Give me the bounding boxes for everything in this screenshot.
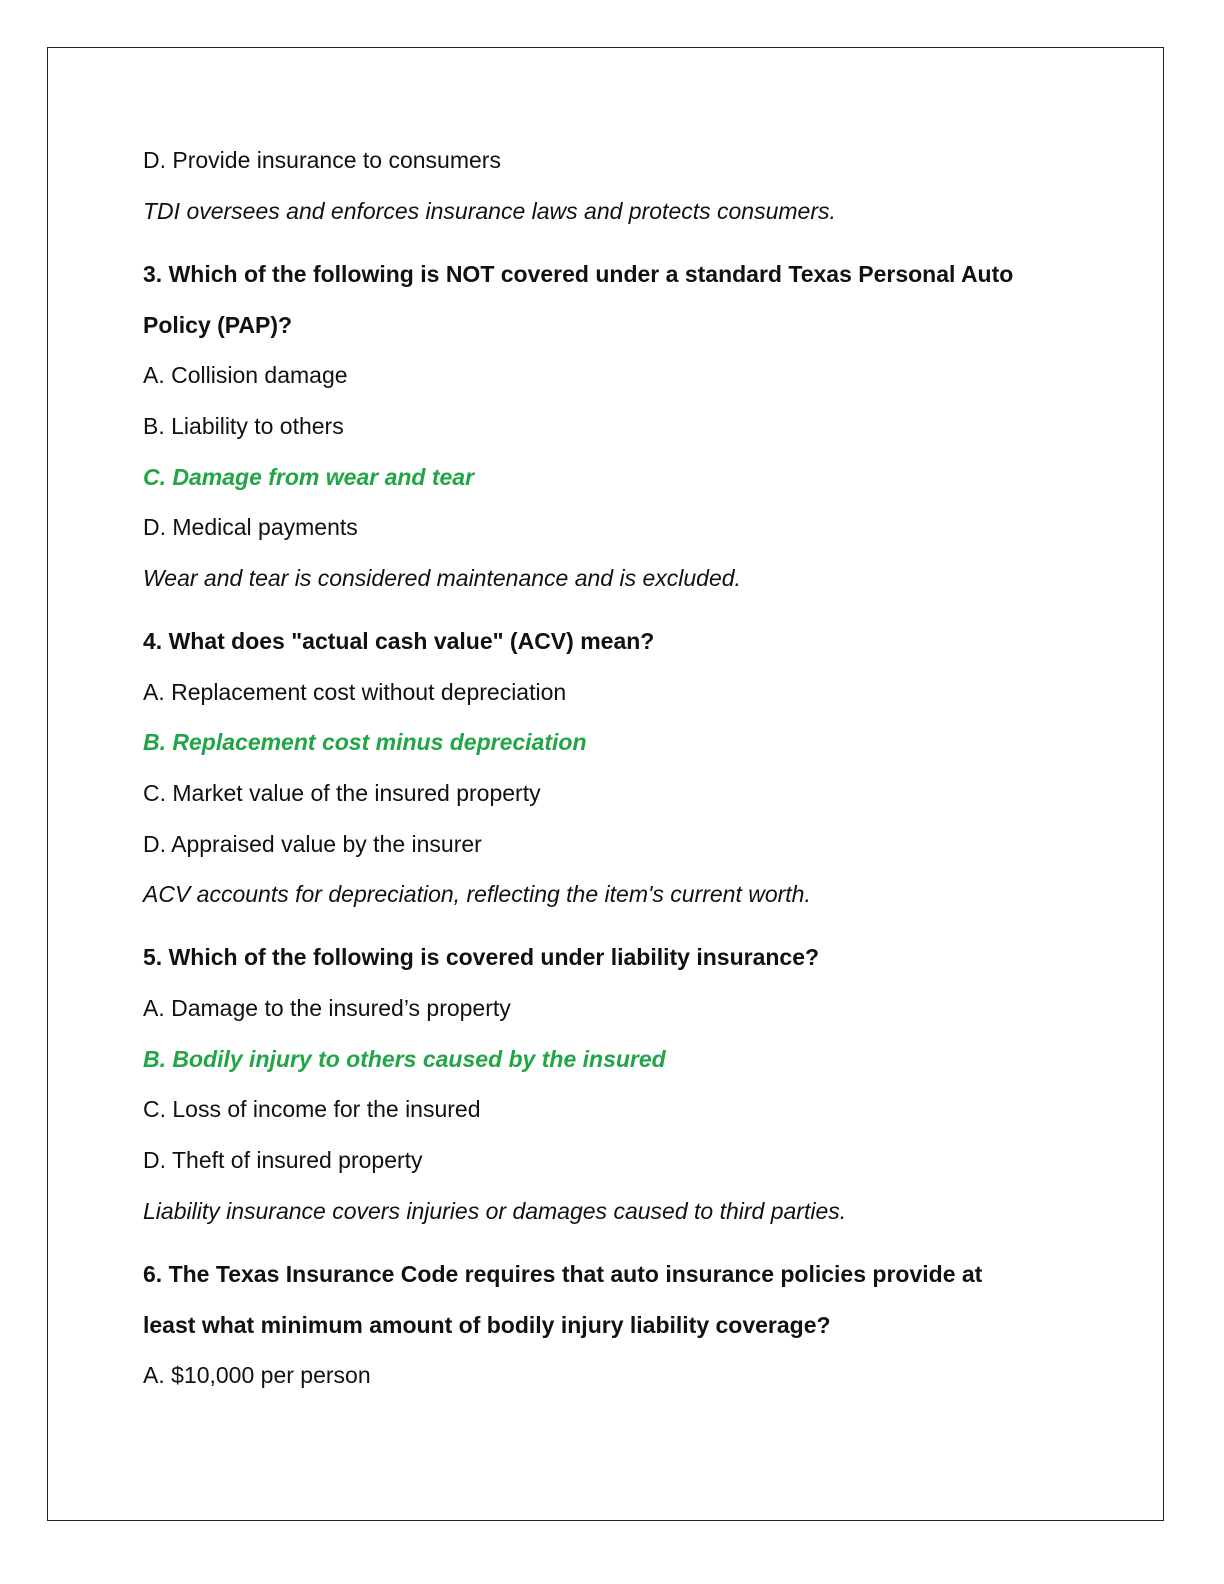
- q2-explanation: TDI oversees and enforces insurance laws and protects consumers.: [143, 198, 836, 224]
- q4-explanation: ACV accounts for depreciation, reflecting the item's current worth.: [143, 881, 811, 907]
- q4-question: 4. What does "actual cash value" (ACV) mean?: [143, 628, 655, 654]
- q5-option-d: D. Theft of insured property: [143, 1147, 423, 1173]
- q6-option-a: A. $10,000 per person: [143, 1362, 371, 1388]
- q3-option-d: D. Medical payments: [143, 514, 358, 540]
- q3-option-a: A. Collision damage: [143, 362, 348, 388]
- q5-option-b-correct: B. Bodily injury to others caused by the insured: [143, 1046, 666, 1072]
- q3-question-line2: Policy (PAP)?: [143, 312, 293, 338]
- q3-option-b: B. Liability to others: [143, 413, 344, 439]
- q3-question-line1: 3. Which of the following is NOT covered under a standard Texas Personal Auto: [143, 261, 1014, 287]
- q6-question-line2: least what minimum amount of bodily injury liability coverage?: [143, 1312, 831, 1338]
- q5-question: 5. Which of the following is covered under liability insurance?: [143, 944, 820, 970]
- q5-option-a: A. Damage to the insured’s property: [143, 995, 511, 1021]
- q3-option-c-correct: C. Damage from wear and tear: [143, 464, 475, 490]
- q2-option-d: D. Provide insurance to consumers: [143, 147, 501, 173]
- q4-option-b-correct: B. Replacement cost minus depreciation: [143, 729, 587, 755]
- q4-option-d: D. Appraised value by the insurer: [143, 831, 482, 857]
- q5-explanation: Liability insurance covers injuries or damages caused to third parties.: [143, 1198, 847, 1224]
- q6-question-line1: 6. The Texas Insurance Code requires that auto insurance policies provide at: [143, 1261, 983, 1287]
- q3-explanation: Wear and tear is considered maintenance and is excluded.: [143, 565, 741, 591]
- q4-option-c: C. Market value of the insured property: [143, 780, 541, 806]
- q5-option-c: C. Loss of income for the insured: [143, 1096, 481, 1122]
- q4-option-a: A. Replacement cost without depreciation: [143, 679, 567, 705]
